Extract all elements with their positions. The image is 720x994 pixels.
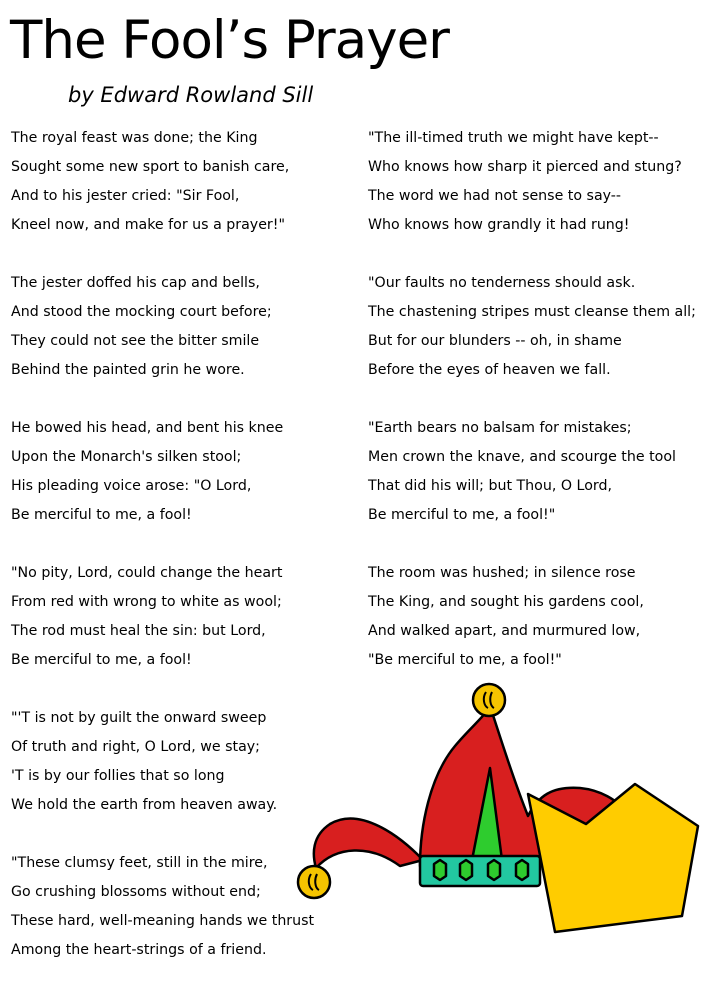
- poem-line: He bowed his head, and bent his knee: [11, 420, 284, 436]
- poem-line: Upon the Monarch's silken stool;: [11, 449, 242, 465]
- poem-line: Behind the painted grin he wore.: [11, 362, 245, 378]
- poem-line: They could not see the bitter smile: [11, 333, 260, 349]
- poem-line: That did his will; but Thou, O Lord,: [368, 478, 612, 494]
- poem-column-right: [368, 124, 718, 704]
- poem-line: "These clumsy feet, still in the mire,: [11, 855, 268, 871]
- poem-line: The word we had not sense to say--: [368, 188, 622, 204]
- poem-line: Be merciful to me, a fool!": [368, 507, 556, 523]
- poem-line: And walked apart, and murmured low,: [368, 623, 641, 639]
- poem-line: "Earth bears no balsam for mistakes;: [368, 420, 632, 436]
- poem-line: "Our faults no tenderness should ask.: [368, 275, 636, 291]
- poem-line: Who knows how sharp it pierced and stung?: [368, 159, 682, 175]
- poem-line: From red with wrong to white as wool;: [11, 594, 282, 610]
- poem-title: The Fool’s Prayer: [10, 10, 449, 71]
- poem-line: Sought some new sport to banish care,: [11, 159, 290, 175]
- poem-line: Who knows how grandly it had rung!: [368, 217, 630, 233]
- poem-line: Men crown the knave, and scourge the tool: [368, 449, 676, 465]
- poem-line: "The ill-timed truth we might have kept--: [368, 130, 659, 146]
- poem-line: The King, and sought his gardens cool,: [368, 594, 644, 610]
- poem-line: And to his jester cried: "Sir Fool,: [11, 188, 240, 204]
- stanza: [368, 269, 718, 385]
- poem-line: Kneel now, and make for us a prayer!": [11, 217, 285, 233]
- stanza: [368, 414, 718, 530]
- jester-hat-illustration: [290, 676, 720, 936]
- poem-line: Be merciful to me, a fool!: [11, 652, 192, 668]
- poem-line: But for our blunders -- oh, in shame: [368, 333, 622, 349]
- poem-author: by Edward Rowland Sill: [68, 83, 314, 107]
- poem-line: And stood the mocking court before;: [11, 304, 272, 320]
- poem-line: His pleading voice arose: "O Lord,: [11, 478, 252, 494]
- poem-line: Among the heart-strings of a friend.: [11, 942, 267, 958]
- stanza: [11, 124, 361, 240]
- poem-line: "'T is not by guilt the onward sweep: [11, 710, 267, 726]
- poem-line: The rod must heal the sin: but Lord,: [11, 623, 266, 639]
- poem-line: 'T is by our follies that so long: [11, 768, 225, 784]
- bell-icon: [473, 684, 505, 716]
- poem-line: "No pity, Lord, could change the heart: [11, 565, 283, 581]
- poem-line: The room was hushed; in silence rose: [368, 565, 636, 581]
- bell-icon: [298, 866, 330, 898]
- poem-line: The jester doffed his cap and bells,: [11, 275, 260, 291]
- stanza: [11, 269, 361, 385]
- poem-line: Before the eyes of heaven we fall.: [368, 362, 611, 378]
- poem-line: These hard, well-meaning hands we thrust: [11, 913, 315, 929]
- poem-line: Go crushing blossoms without end;: [11, 884, 261, 900]
- poem-line: "Be merciful to me, a fool!": [368, 652, 562, 668]
- poem-line: We hold the earth from heaven away.: [11, 797, 278, 813]
- poem-line: Be merciful to me, a fool!: [11, 507, 192, 523]
- poem-line: The chastening stripes must cleanse them all;: [368, 304, 696, 320]
- stanza: [11, 414, 361, 530]
- stanza: [368, 559, 718, 675]
- stanza: [11, 559, 361, 675]
- stanza: [368, 124, 718, 240]
- poem-line: The royal feast was done; the King: [11, 130, 258, 146]
- crown-icon: [528, 784, 698, 932]
- poem-line: Of truth and right, O Lord, we stay;: [11, 739, 260, 755]
